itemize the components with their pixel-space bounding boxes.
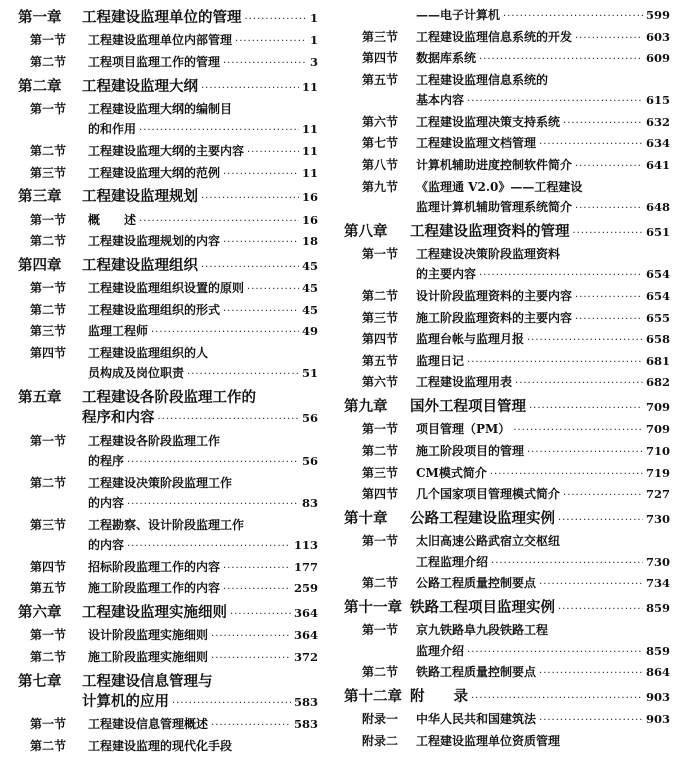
toc-section-entry xyxy=(344,710,670,730)
toc-section-entry xyxy=(18,432,318,473)
toc-dot-leader xyxy=(223,169,299,180)
toc-dot-leader xyxy=(223,306,299,317)
toc-page-number: 56 xyxy=(301,454,318,469)
toc-entry-title: 监理介绍 xyxy=(416,643,465,658)
toc-entry-title: 程序和内容 xyxy=(82,409,155,427)
toc-page-number: 11 xyxy=(301,165,318,180)
toc-entry-title: 设计阶段监理实施细则 xyxy=(88,628,209,643)
toc-entry-number: 第七节 xyxy=(362,136,399,151)
toc-entry-number: 第三节 xyxy=(30,324,67,339)
toc-section-entry xyxy=(18,474,318,515)
toc-dot-leader xyxy=(139,216,299,227)
toc-dot-leader xyxy=(575,33,643,44)
toc-page-number: 45 xyxy=(301,258,318,273)
toc-page-number: 654 xyxy=(645,267,670,282)
toc-entry-title: 中华人民共和国建筑法 xyxy=(416,712,537,727)
toc-entry-number: 第二节 xyxy=(30,302,67,317)
toc-chapter-entry xyxy=(344,220,670,243)
toc-section-entry xyxy=(344,663,670,683)
toc-section-entry xyxy=(18,648,318,668)
toc-entry-number: 第二节 xyxy=(30,234,67,249)
toc-entry-number: 第八章 xyxy=(344,222,388,240)
toc-section-entry xyxy=(18,164,318,184)
toc-page-number: 113 xyxy=(293,538,318,553)
toc-page-number: 364 xyxy=(293,628,318,643)
toc-dot-leader xyxy=(187,369,299,380)
toc-dot-leader xyxy=(223,563,291,574)
toc-entry-title: 项目管理（PM） xyxy=(416,422,511,437)
toc-entry-title: 施工阶段监理工作的内容 xyxy=(88,581,221,596)
toc-section-entry xyxy=(18,142,318,162)
toc-entry-title: 工程建设监理大纲的编制目 xyxy=(88,102,233,116)
toc-entry-number: 第五节 xyxy=(362,353,399,368)
toc-entry-title: 监理工程师 xyxy=(88,324,149,339)
toc-entry-title: 公路工程质量控制要点 xyxy=(416,576,537,591)
toc-section-entry xyxy=(18,626,318,646)
toc-dot-leader xyxy=(235,36,307,47)
toc-entry-title: 工程建设信息管理概述 xyxy=(88,717,209,732)
toc-page-number: 11 xyxy=(301,79,318,94)
toc-entry-title: 监理台帐与监理月报 xyxy=(416,332,525,347)
toc-entry-number: 第四节 xyxy=(362,332,399,347)
toc-entry-title: 施工阶段监理资料的主要内容 xyxy=(416,310,573,325)
toc-entry-title: 计算机辅助进度控制软件简介 xyxy=(416,158,573,172)
toc-page-number: 1 xyxy=(309,11,318,25)
toc-entry-title: 工程建设监理决策支持系统 xyxy=(416,114,561,129)
toc-page-number: 177 xyxy=(293,559,318,574)
toc-section-entry xyxy=(18,301,318,321)
toc-dot-leader xyxy=(527,447,643,458)
toc-entry-title: 工程建设监理单位的管理 xyxy=(82,9,242,26)
toc-entry-title: 工程建设监理单位内部管理 xyxy=(88,33,233,48)
toc-dot-leader xyxy=(573,228,643,239)
toc-entry-number: 第一节 xyxy=(362,534,399,549)
toc-page-number: 709 xyxy=(645,400,670,414)
toc-section-entry xyxy=(344,6,670,26)
toc-dot-leader xyxy=(211,720,291,731)
toc-entry-title: 工程建设决策阶段监理工作 xyxy=(88,475,233,490)
toc-entry-number: 第二节 xyxy=(362,665,399,680)
toc-entry-title: 基本内容 xyxy=(416,93,465,108)
toc-dot-leader xyxy=(467,96,643,107)
toc-entry-title: 的内容 xyxy=(88,538,125,553)
toc-entry-number: 第三章 xyxy=(18,188,62,206)
toc-entry-title: 监理计算机辅助管理系统简介 xyxy=(416,199,573,214)
toc-entry-title: 设计阶段监理资料的主要内容 xyxy=(416,289,573,303)
toc-entry-title: 的内容 xyxy=(88,496,125,511)
toc-section-entry xyxy=(344,134,670,154)
toc-section-entry xyxy=(344,309,670,329)
toc-page-number: 16 xyxy=(301,190,318,205)
toc-dot-leader xyxy=(490,469,643,480)
toc-section-entry xyxy=(344,532,670,573)
toc-entry-title: 工程建设监理大纲的范例 xyxy=(88,165,221,180)
toc-chapter-entry xyxy=(344,685,670,708)
toc-entry-title: 《监理通 V2.0》——工程建设 xyxy=(416,179,583,194)
toc-dot-leader xyxy=(158,414,299,425)
toc-entry-number: 第三节 xyxy=(362,29,399,44)
toc-entry-title: 工程建设监理组织的形式 xyxy=(88,302,221,317)
toc-chapter-entry xyxy=(18,601,318,624)
toc-page-number: 903 xyxy=(645,689,670,704)
toc-entry-title: 工程建设监理资料的管理 xyxy=(410,222,570,240)
toc-entry-title: 工程建设监理文档管理 xyxy=(416,136,537,151)
toc-dot-leader xyxy=(563,490,643,501)
toc-entry-number: 第四节 xyxy=(362,487,399,502)
toc-page-number: 658 xyxy=(645,332,670,347)
toc-chapter-entry xyxy=(18,6,318,29)
toc-entry-number: 第一节 xyxy=(362,623,399,638)
toc-section-entry xyxy=(18,322,318,342)
toc-chapter-entry xyxy=(18,670,318,714)
toc-dot-leader xyxy=(223,58,307,69)
toc-page-number: 583 xyxy=(293,694,318,709)
toc-section-entry xyxy=(18,579,318,599)
toc-section-entry xyxy=(344,420,670,440)
toc-entry-title: 员构成及岗位职责 xyxy=(88,366,185,381)
toc-section-entry xyxy=(18,53,318,73)
toc-dot-leader xyxy=(563,118,643,129)
toc-entry-number: 第二节 xyxy=(30,739,67,753)
toc-entry-number: 第一节 xyxy=(30,433,67,448)
toc-entry-title: 招标阶段监理工作的内容 xyxy=(88,559,221,574)
toc-page-number: 681 xyxy=(645,353,670,368)
toc-entry-title: 工程建设监理组织设置的原则 xyxy=(88,281,245,296)
toc-chapter-entry xyxy=(344,395,670,418)
toc-dot-leader xyxy=(247,147,299,158)
toc-page-number: 18 xyxy=(301,234,318,249)
toc-entry-number: 第九章 xyxy=(344,398,388,415)
toc-page-number: 3 xyxy=(309,55,318,69)
toc-entry-title: 工程建设监理组织 xyxy=(82,256,198,274)
toc-entry-number: 第二节 xyxy=(362,289,399,303)
toc-entry-number: 第一节 xyxy=(30,281,67,296)
toc-entry-number: 第二节 xyxy=(30,475,67,490)
toc-dot-leader xyxy=(479,270,643,281)
toc-section-entry xyxy=(18,715,318,735)
toc-dot-leader xyxy=(575,161,643,172)
toc-section-entry xyxy=(18,558,318,578)
toc-entry-number: 第一节 xyxy=(362,422,399,437)
toc-entry-number: 第六章 xyxy=(18,604,62,621)
toc-page-number: 83 xyxy=(301,496,318,511)
toc-page-number: 1 xyxy=(309,33,318,48)
toc-dot-leader xyxy=(479,54,643,65)
toc-section-entry xyxy=(344,28,670,48)
toc-page-number: 49 xyxy=(301,324,318,339)
toc-dot-leader xyxy=(558,604,643,615)
toc-entry-title: 的和作用 xyxy=(88,122,137,137)
toc-dot-leader xyxy=(223,584,291,595)
toc-section-entry xyxy=(18,344,318,385)
toc-page-number: 11 xyxy=(301,122,318,137)
toc-section-entry xyxy=(18,279,318,299)
toc-dot-leader xyxy=(491,558,643,569)
toc-section-entry xyxy=(344,287,670,307)
toc-entry-number: 第二节 xyxy=(30,144,67,158)
toc-page-number: 11 xyxy=(301,144,318,158)
toc-dot-leader xyxy=(230,609,291,620)
toc-entry-title: 概 述 xyxy=(88,212,137,227)
toc-entry-title: 工程建设决策阶段监理资料 xyxy=(416,247,561,261)
toc-dot-leader xyxy=(539,139,643,150)
toc-entry-number: 第六节 xyxy=(362,375,399,390)
toc-entry-title: 的程序 xyxy=(88,454,125,469)
toc-entry-number: 第三节 xyxy=(30,165,67,180)
toc-entry-number: 第七章 xyxy=(18,672,62,690)
toc-dot-leader xyxy=(127,499,299,510)
toc-page-number: 641 xyxy=(645,158,670,172)
toc-page-number: 259 xyxy=(293,581,318,596)
toc-entry-number: 第一节 xyxy=(30,212,67,227)
toc-section-entry xyxy=(344,156,670,176)
toc-entry-title: 数据库系统 xyxy=(416,51,477,66)
toc-entry-number: 第二节 xyxy=(30,55,67,69)
toc-dot-leader xyxy=(201,262,299,273)
toc-page-number: 651 xyxy=(645,224,670,239)
toc-entry-number: 第二节 xyxy=(30,650,67,664)
toc-dot-leader xyxy=(151,327,299,338)
toc-dot-leader xyxy=(127,541,291,552)
toc-entry-number: 第四节 xyxy=(30,559,67,574)
toc-section-entry xyxy=(18,211,318,231)
toc-entry-number: 第四节 xyxy=(362,51,399,66)
toc-dot-leader xyxy=(527,335,643,346)
toc-entry-number: 第九节 xyxy=(362,179,399,194)
toc-page-number: 372 xyxy=(293,650,318,664)
toc-dot-leader xyxy=(513,425,643,436)
toc-chapter-entry xyxy=(344,596,670,619)
toc-entry-title: 施工阶段监理实施细则 xyxy=(88,650,209,664)
toc-page-number: 45 xyxy=(301,281,318,296)
toc-dot-leader xyxy=(539,715,643,726)
toc-entry-title: 工程建设监理实施细则 xyxy=(82,604,227,621)
toc-entry-number: 第五章 xyxy=(18,389,62,406)
toc-section-entry xyxy=(18,232,318,252)
toc-dot-leader xyxy=(201,193,299,204)
toc-entry-number: 第十一章 xyxy=(344,598,402,616)
toc-page-number: 583 xyxy=(293,717,318,732)
toc-entry-title: 工程建设监理信息系统的 xyxy=(416,72,549,87)
toc-dot-leader xyxy=(575,292,643,303)
toc-dot-leader xyxy=(539,579,643,590)
toc-entry-title: 太旧高速公路武宿立交枢纽 xyxy=(416,534,561,549)
toc-page-number: 709 xyxy=(645,422,670,437)
toc-entry-title: 国外工程项目管理 xyxy=(410,398,526,415)
toc-page-number: 648 xyxy=(645,199,670,214)
toc-entry-title: 工程建设监理大纲的主要内容 xyxy=(88,144,245,158)
toc-entry-number: 第一章 xyxy=(18,9,62,26)
toc-section-entry xyxy=(344,621,670,662)
toc-entry-title: 的主要内容 xyxy=(416,267,477,282)
toc-section-entry xyxy=(344,113,670,133)
toc-entry-number: 第四节 xyxy=(30,346,67,360)
toc-entry-number: 第一节 xyxy=(30,102,67,116)
toc-entry-number: 第二节 xyxy=(362,576,399,591)
toc-dot-leader xyxy=(467,357,643,368)
toc-dot-leader xyxy=(515,378,643,389)
toc-entry-title: ——电子计算机 xyxy=(416,8,501,22)
toc-page-number: 727 xyxy=(645,487,670,502)
toc-chapter-entry xyxy=(18,75,318,98)
toc-entry-title: 工程建设监理规划 xyxy=(82,188,198,206)
toc-section-entry xyxy=(344,442,670,462)
toc-entry-title: 工程建设监理规划的内容 xyxy=(88,234,221,249)
toc-section-entry xyxy=(18,516,318,557)
toc-page-number: 682 xyxy=(645,375,670,390)
toc-entry-title: 工程建设监理大纲 xyxy=(82,77,198,95)
toc-dot-leader xyxy=(471,693,643,704)
toc-entry-number: 附录二 xyxy=(362,733,399,748)
toc-dot-leader xyxy=(201,83,299,94)
toc-entry-title: 监理日记 xyxy=(416,353,465,368)
toc-section-entry xyxy=(344,245,670,286)
toc-entry-number: 第三节 xyxy=(30,517,67,532)
toc-page-number: 609 xyxy=(645,51,670,66)
toc-page-number: 632 xyxy=(645,114,670,129)
toc-entry-title: 工程建设各阶段监理工作 xyxy=(88,433,221,448)
toc-entry-number: 第三节 xyxy=(362,310,399,325)
toc-section-entry xyxy=(344,49,670,69)
toc-page-number: 730 xyxy=(645,554,670,569)
toc-page-number: 16 xyxy=(301,212,318,227)
toc-entry-title: 工程建设各阶段监理工作的 xyxy=(82,389,256,406)
toc-entry-title: 工程建设监理组织的人 xyxy=(88,346,209,360)
toc-page-number: 864 xyxy=(645,665,670,680)
toc-entry-title: 工程建设信息管理与 xyxy=(82,672,213,690)
toc-chapter-entry xyxy=(18,185,318,208)
toc-dot-leader xyxy=(467,647,643,658)
toc-page-number: 859 xyxy=(645,600,670,615)
toc-page-number: 45 xyxy=(301,302,318,317)
toc-section-entry xyxy=(344,464,670,484)
toc-entry-title: 京九铁路阜九段铁路工程 xyxy=(416,623,549,638)
toc-page-number: 599 xyxy=(645,8,670,22)
toc-entry-number: 第二节 xyxy=(362,444,399,458)
toc-entry-title: 工程项目监理工作的管理 xyxy=(88,55,221,69)
toc-section-entry xyxy=(344,732,670,752)
toc-entry-number: 第一节 xyxy=(362,247,399,261)
toc-page-number: 634 xyxy=(645,136,670,151)
toc-chapter-entry xyxy=(18,386,318,430)
toc-entry-number: 第五节 xyxy=(362,72,399,87)
toc-entry-title: 施工阶段项目的管理 xyxy=(416,444,525,458)
toc-dot-leader xyxy=(245,14,307,25)
toc-page-number: 603 xyxy=(645,29,670,44)
toc-entry-number: 第一节 xyxy=(30,717,67,732)
toc-dot-leader xyxy=(529,403,643,414)
toc-section-entry xyxy=(18,737,318,757)
toc-dot-leader xyxy=(127,457,299,468)
toc-section-entry xyxy=(344,485,670,505)
toc-entry-title: CM模式简介 xyxy=(416,465,487,480)
toc-entry-title: 工程建设监理用表 xyxy=(416,375,513,390)
toc-entry-title: 工程监理介绍 xyxy=(416,554,489,569)
toc-dot-leader xyxy=(503,11,643,22)
toc-chapter-entry xyxy=(18,254,318,277)
toc-dot-leader xyxy=(539,668,643,679)
toc-dot-leader xyxy=(247,284,299,295)
toc-entry-number: 第五节 xyxy=(30,581,67,596)
toc-dot-leader xyxy=(558,515,643,526)
toc-section-entry xyxy=(344,330,670,350)
toc-entry-number: 第十章 xyxy=(344,509,388,527)
toc-entry-number: 第八节 xyxy=(362,158,399,172)
toc-entry-number: 第一节 xyxy=(30,628,67,643)
toc-entry-title: 工程建设监理的现代化手段 xyxy=(88,739,233,753)
toc-entry-number: 第十二章 xyxy=(344,687,402,705)
toc-page-number: 710 xyxy=(645,444,670,458)
toc-section-entry xyxy=(344,574,670,594)
toc-entry-title: 计算机的应用 xyxy=(82,692,169,710)
toc-entry-title: 几个国家项目管理模式简介 xyxy=(416,487,561,502)
toc-dot-leader xyxy=(223,237,299,248)
toc-page-number: 719 xyxy=(645,465,670,480)
toc-dot-leader xyxy=(211,631,291,642)
toc-section-entry xyxy=(344,373,670,393)
toc-entry-title: 工程建设监理单位资质管理 xyxy=(416,733,561,748)
toc-page-number: 56 xyxy=(301,411,318,426)
toc-entry-number: 第二章 xyxy=(18,77,62,95)
toc-entry-title: 公路工程建设监理实例 xyxy=(410,509,555,527)
toc-page-number: 903 xyxy=(645,712,670,727)
toc-dot-leader xyxy=(575,203,643,214)
toc-dot-leader xyxy=(172,698,291,709)
toc-dot-leader xyxy=(211,653,291,664)
toc-page-number: 364 xyxy=(293,606,318,620)
toc-entry-title: 工程勘察、设计阶段监理工作 xyxy=(88,517,245,532)
toc-entry-title: 铁路工程项目监理实例 xyxy=(410,598,555,616)
toc-page-number: 615 xyxy=(645,93,670,108)
toc-entry-title: 铁路工程质量控制要点 xyxy=(416,665,537,680)
toc-entry-title: 附 录 xyxy=(410,687,468,705)
toc-page-number: 51 xyxy=(301,366,318,381)
toc-entry-number: 第三节 xyxy=(362,465,399,480)
toc-dot-leader xyxy=(575,314,643,325)
toc-entry-number: 第六节 xyxy=(362,114,399,129)
toc-entry-number: 第一节 xyxy=(30,33,67,48)
toc-section-entry xyxy=(18,100,318,141)
toc-page-number: 655 xyxy=(645,310,670,325)
toc-page-number: 734 xyxy=(645,576,670,591)
toc-section-entry xyxy=(344,178,670,219)
toc-dot-leader xyxy=(139,125,299,136)
toc-chapter-entry xyxy=(344,507,670,530)
toc-page-number: 859 xyxy=(645,643,670,658)
toc-section-entry xyxy=(344,71,670,112)
toc-entry-title: 工程建设监理信息系统的开发 xyxy=(416,29,573,44)
toc-section-entry xyxy=(344,352,670,372)
toc-page-number: 654 xyxy=(645,289,670,303)
toc-entry-number: 附录一 xyxy=(362,712,399,727)
toc-entry-number: 第四章 xyxy=(18,256,62,274)
toc-page-number: 730 xyxy=(645,511,670,526)
toc-section-entry xyxy=(18,31,318,51)
